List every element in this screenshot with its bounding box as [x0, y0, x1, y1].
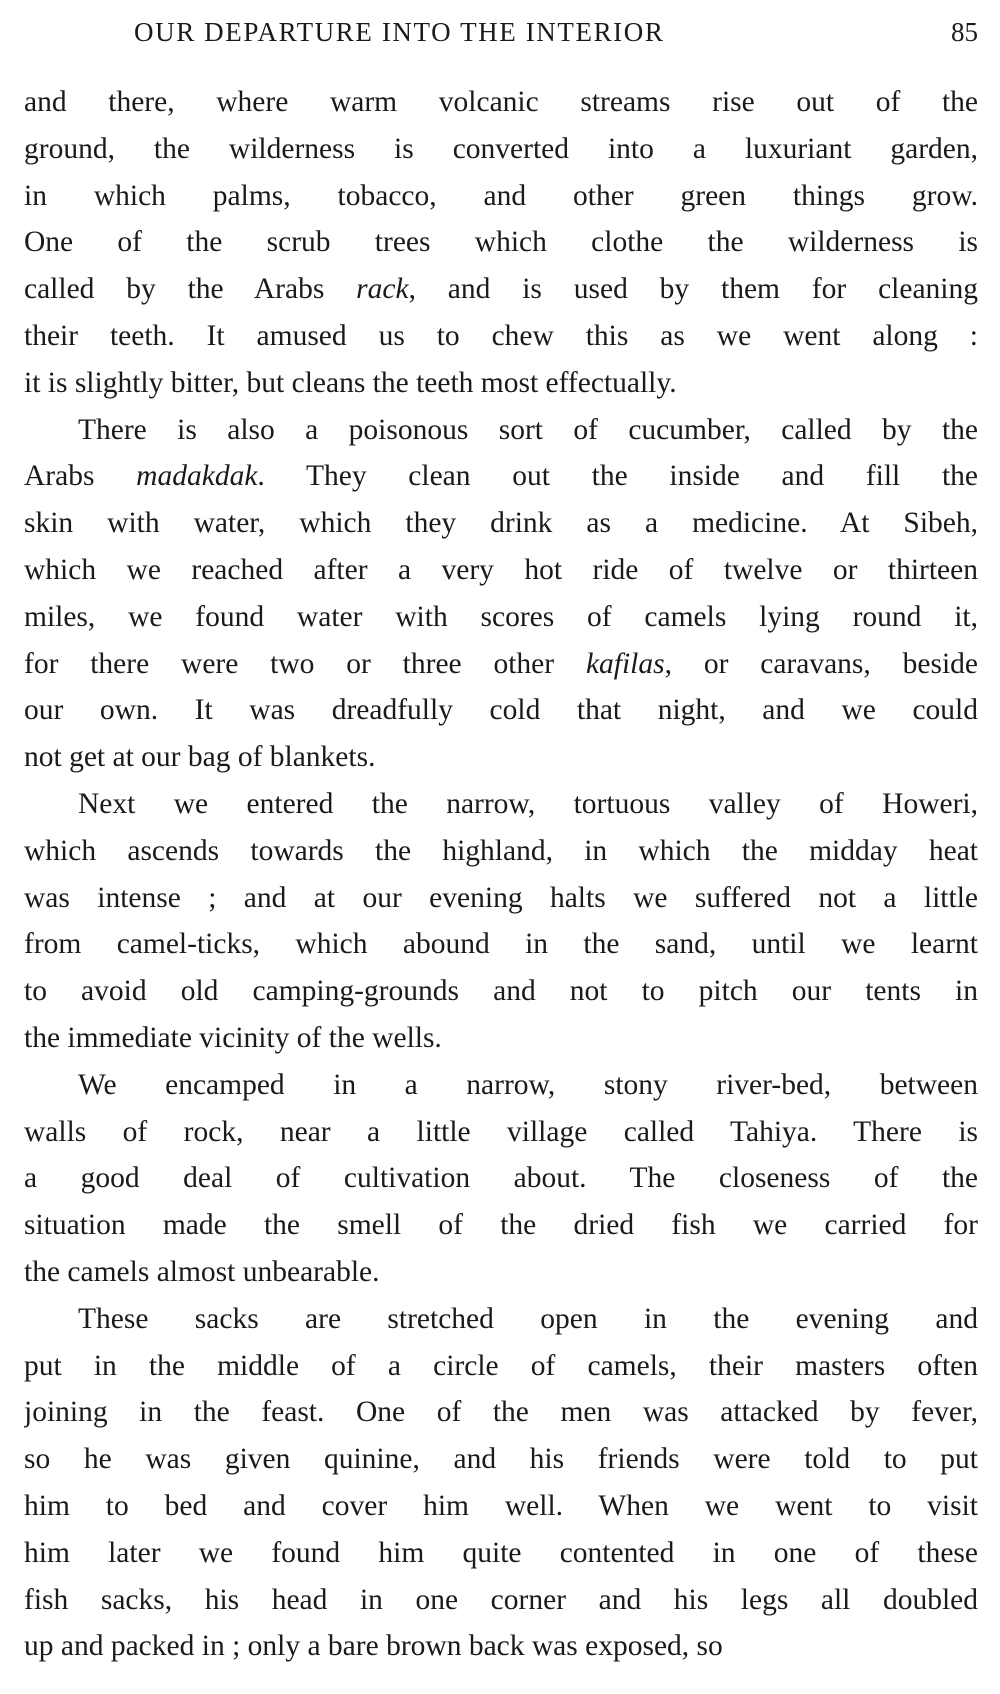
running-head — [24, 12, 978, 52]
text-line: our own. It was dreadfully cold that night, and we could — [24, 694, 978, 727]
text-line — [24, 453, 978, 500]
text-line: We encamped in a narrow, stony river-bed, between — [78, 1068, 978, 1101]
text-line: There is also a poisonous sort of cucumber, called by the — [78, 413, 978, 446]
text-line: it is slightly bitter, but cleans the teeth most effectually. — [24, 366, 677, 399]
text-line: put in the middle of a circle of camels, their masters often — [24, 1349, 978, 1382]
body-text — [24, 79, 978, 1670]
text-line: from camel-ticks, which abound in the sand, until we learnt — [24, 928, 978, 961]
paragraph — [24, 781, 978, 1062]
text-line: a good deal of cultivation about. The closeness of the — [24, 1162, 978, 1195]
text-line — [24, 641, 978, 688]
running-title: OUR DEPARTURE INTO THE INTERIOR — [134, 17, 665, 47]
text-line: him to bed and cover him well. When we went to visit — [24, 1489, 978, 1522]
italic-term: madakdak — [136, 460, 258, 493]
text-line: ground, the wilderness is converted into a luxuriant garden, — [24, 132, 978, 165]
text-run: . They clean out the inside and fill the — [257, 460, 978, 493]
text-line: joining in the feast. One of the men was attacked by fever, — [24, 1396, 978, 1429]
text-line: their teeth. It amused us to chew this as we went along : — [24, 319, 978, 352]
text-line: miles, we found water with scores of camels lying round it, — [24, 600, 978, 633]
text-run: for there were two or three other — [24, 647, 586, 680]
text-run: , or caravans, beside — [664, 647, 978, 680]
text-line: him later we found him quite contented in one of these — [24, 1536, 978, 1569]
text-run: called by the Arabs — [24, 273, 357, 306]
text-line: not get at our bag of blankets. — [24, 741, 376, 774]
page-number: 85 — [951, 17, 978, 47]
text-line: situation made the smell of the dried fish we carried for — [24, 1209, 978, 1242]
paragraph — [24, 79, 978, 407]
text-line: One of the scrub trees which clothe the wilderness is — [24, 226, 978, 259]
italic-term: kafilas — [585, 647, 665, 680]
text-line: walls of rock, near a little village called Tahiya. There is — [24, 1115, 978, 1148]
text-line: the immediate vicinity of the wells. — [24, 1021, 442, 1054]
text-line: These sacks are stretched open in the evening and — [78, 1302, 978, 1335]
text-line: so he was given quinine, and his friends were told to put — [24, 1443, 978, 1476]
text-line: to avoid old camping-grounds and not to pitch our tents in — [24, 975, 978, 1008]
text-line: which we reached after a very hot ride of twelve or thirteen — [24, 553, 978, 586]
text-line: the camels almost unbearable. — [24, 1255, 380, 1288]
text-line: was intense ; and at our evening halts we suffered not a little — [24, 881, 978, 914]
paragraph — [24, 1296, 978, 1670]
text-line: Next we entered the narrow, tortuous valley of Howeri, — [78, 787, 978, 820]
paragraph — [24, 407, 978, 781]
text-line: up and packed in ; only a bare brown back was exposed, so — [24, 1630, 723, 1663]
text-line: in which palms, tobacco, and other green things grow. — [24, 179, 978, 212]
text-line: skin with water, which they drink as a medicine. At Sibeh, — [24, 507, 978, 540]
text-line: fish sacks, his head in one corner and his legs all doubled — [24, 1583, 978, 1616]
paragraph — [24, 1062, 978, 1296]
text-run: Arabs — [24, 460, 137, 493]
italic-term: rack — [356, 273, 409, 306]
text-line: which ascends towards the highland, in which the midday heat — [24, 834, 978, 867]
text-line — [24, 266, 978, 313]
text-run: , and is used by them for cleaning — [408, 273, 978, 306]
text-line: and there, where warm volcanic streams rise out of the — [24, 86, 978, 118]
